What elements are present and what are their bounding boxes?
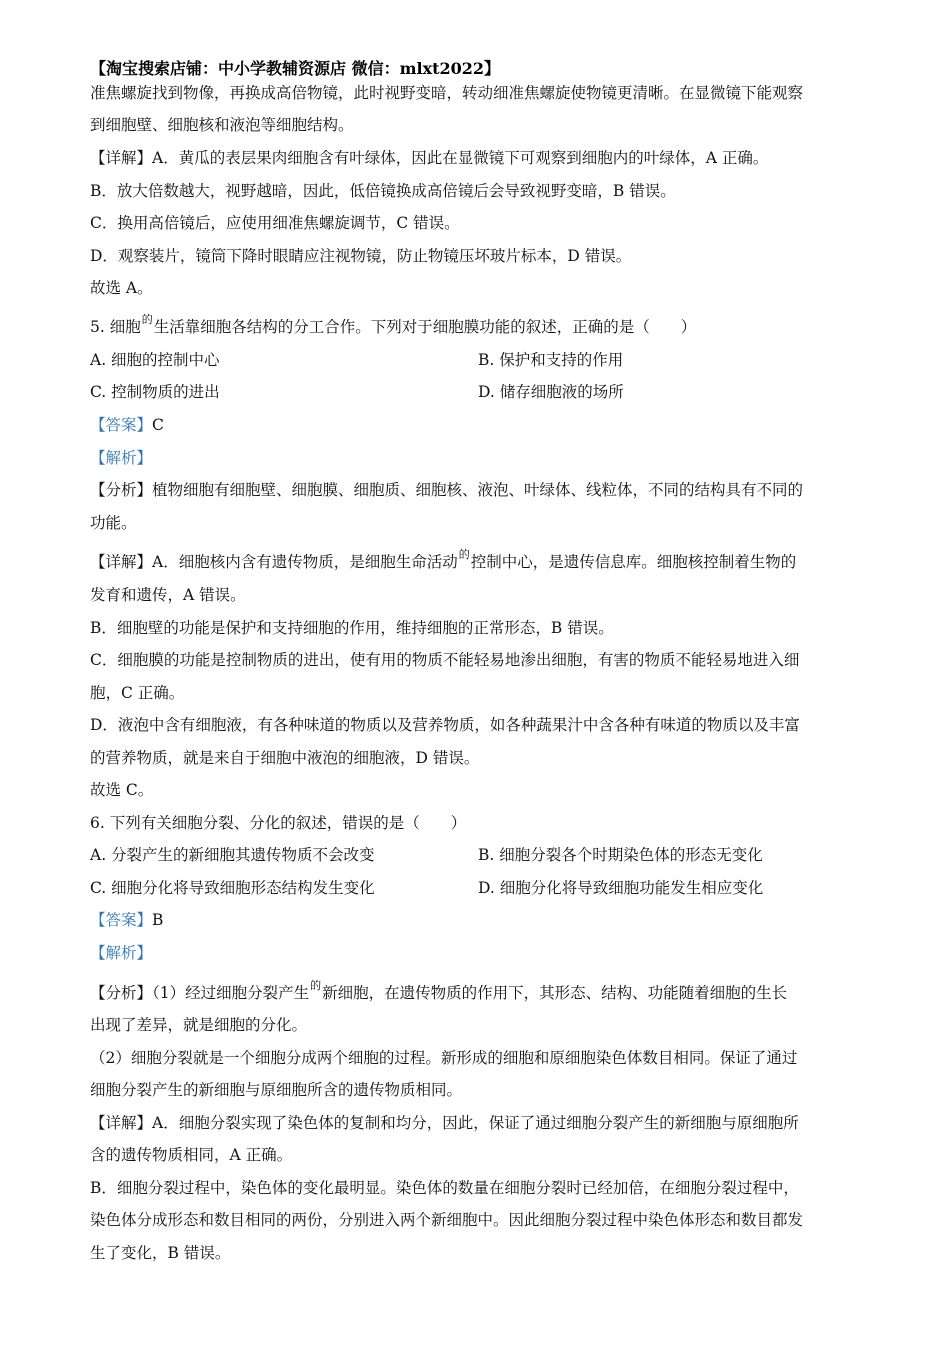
q6-option-a: A. 分裂产生的新细胞其遗传物质不会改变 <box>90 846 375 864</box>
q5-fenxi-line-1: 【分析】植物细胞有细胞壁、细胞膜、细胞质、细胞核、液泡、叶绿体、线粒体，不同的结构具有不同的 <box>90 481 804 499</box>
q5-detail-a-line-2: 发育和遗传，A 错误。 <box>90 586 246 604</box>
q6-detail-a-line-1: 【详解】A．细胞分裂实现了染色体的复制和均分，因此，保证了通过细胞分裂产生的新细胞与原细胞所 <box>90 1114 799 1132</box>
q5-detail-c-line-2: 胞，C 正确。 <box>90 684 185 702</box>
q5-stem <box>90 313 858 340</box>
q6-detail-a-line-2: 含的遗传物质相同，A 正确。 <box>90 1146 293 1164</box>
q6-fenxi-line-3: （2）细胞分裂就是一个细胞分成两个细胞的过程。新形成的细胞和原细胞染色体数目相同。保证了通过 <box>90 1049 798 1067</box>
q4-continuation-line-1: 准焦螺旋找到物像，再换成高倍物镜，此时视野变暗，转动细准焦螺旋使物镜更清晰。在显微镜下能观察 <box>90 84 804 102</box>
q6-fenxi-de: 的 <box>310 979 322 992</box>
q5-stem-pre: 5. 细胞 <box>90 318 141 336</box>
q6-option-b: B. 细胞分裂各个时期染色体的形态无变化 <box>478 846 763 864</box>
q5-detail-a-pre: 【详解】A．细胞核内含有遗传物质，是细胞生命活动 <box>90 553 458 571</box>
q5-answer-value: C <box>152 416 164 434</box>
q6-detail-b-line-1: B．细胞分裂过程中，染色体的变化最明显。染色体的数量在细胞分裂时已经加倍，在细胞分裂过程中， <box>90 1179 799 1197</box>
q5-option-b: B. 保护和支持的作用 <box>478 351 624 369</box>
q5-detail-b: B．细胞壁的功能是保护和支持细胞的作用，维持细胞的正常形态，B 错误。 <box>90 619 614 637</box>
q5-option-c: C. 控制物质的进出 <box>90 383 220 401</box>
q6-fenxi-pre: 【分析】（1）经过细胞分裂产生 <box>90 984 310 1002</box>
q5-detail-a-post: 控制中心，是遗传信息库。细胞核控制着生物的 <box>470 553 797 571</box>
q6-answer-value: B <box>152 911 164 929</box>
q5-detail-d-line-2: 的营养物质，就是来自于细胞中液泡的细胞液，D 错误。 <box>90 749 480 767</box>
q5-answer-tag: 【答案】 <box>90 416 153 434</box>
q6-detail-b-line-3: 生了变化，B 错误。 <box>90 1244 231 1262</box>
q5-detail-d-line-1: D．液泡中含有细胞液，有各种味道的物质以及营养物质，如各种蔬果汁中含各种有味道的物质以及丰富 <box>90 716 800 734</box>
q4-continuation-line-2: 到细胞壁、细胞核和液泡等细胞结构。 <box>90 116 354 134</box>
q4-detail-a: 【详解】A．黄瓜的表层果肉细胞含有叶绿体，因此在显微镜下可观察到细胞内的叶绿体，A 正确。 <box>90 149 769 167</box>
q6-option-c: C. 细胞分化将导致细胞形态结构发生变化 <box>90 879 375 897</box>
q6-answer <box>90 909 858 931</box>
q5-conclusion-text: 故选 C。 <box>90 781 154 799</box>
q4-detail-b: B．放大倍数越大，视野越暗，因此，低倍镜换成高倍镜后会导致视野变暗，B 错误。 <box>90 182 676 200</box>
q5-detail-a-de: 的 <box>458 548 470 561</box>
q6-option-d: D. 细胞分化将导致细胞功能发生相应变化 <box>478 879 764 897</box>
q6-answer-tag: 【答案】 <box>90 911 153 929</box>
q5-stem-de: 的 <box>141 313 153 326</box>
q5-fenxi-line-2: 功能。 <box>90 514 137 532</box>
q6-analysis-tag: 【解析】 <box>90 944 153 962</box>
q4-detail-c: C．换用高倍镜后，应使用细准焦螺旋调节，C 错误。 <box>90 214 460 232</box>
q5-analysis-tag: 【解析】 <box>90 449 153 467</box>
q6-fenxi-line-1 <box>90 979 858 1006</box>
q5-conclusion <box>90 779 858 801</box>
q5-detail-a-line-1 <box>90 548 858 575</box>
q6-fenxi-line-2: 出现了差异，就是细胞的分化。 <box>90 1016 308 1034</box>
q6-fenxi-line-4: 细胞分裂产生的新细胞与原细胞所含的遗传物质相同。 <box>90 1081 463 1099</box>
q4-detail-d: D．观察装片，镜筒下降时眼睛应注视物镜，防止物镜压坏玻片标本，D 错误。 <box>90 247 632 265</box>
page-header: 【淘宝搜索店铺：中小学教辅资源店 微信：mlxt2022】 <box>90 59 501 78</box>
q5-option-a: A. 细胞的控制中心 <box>90 351 220 369</box>
q4-conclusion: 故选 A。 <box>90 279 153 297</box>
q6-stem: 6. 下列有关细胞分裂、分化的叙述，错误的是（ ） <box>90 814 467 832</box>
q5-detail-c-line-1: C．细胞膜的功能是控制物质的进出，使有用的物质不能轻易地渗出细胞，有害的物质不能轻易地进入细 <box>90 651 800 669</box>
q6-detail-b-line-2: 染色体分成形态和数目相同的两份，分别进入两个新细胞中。因此细胞分裂过程中染色体形态和数目都发 <box>90 1211 804 1229</box>
q5-stem-post: 生活靠细胞各结构的分工合作。下列对于细胞膜功能的叙述，正确的是（ ） <box>153 318 697 336</box>
q5-answer <box>90 414 858 436</box>
q5-option-d: D. 储存细胞液的场所 <box>478 383 624 401</box>
q6-fenxi-post: 新细胞，在遗传物质的作用下，其形态、结构、功能随着细胞的生长 <box>322 984 788 1002</box>
